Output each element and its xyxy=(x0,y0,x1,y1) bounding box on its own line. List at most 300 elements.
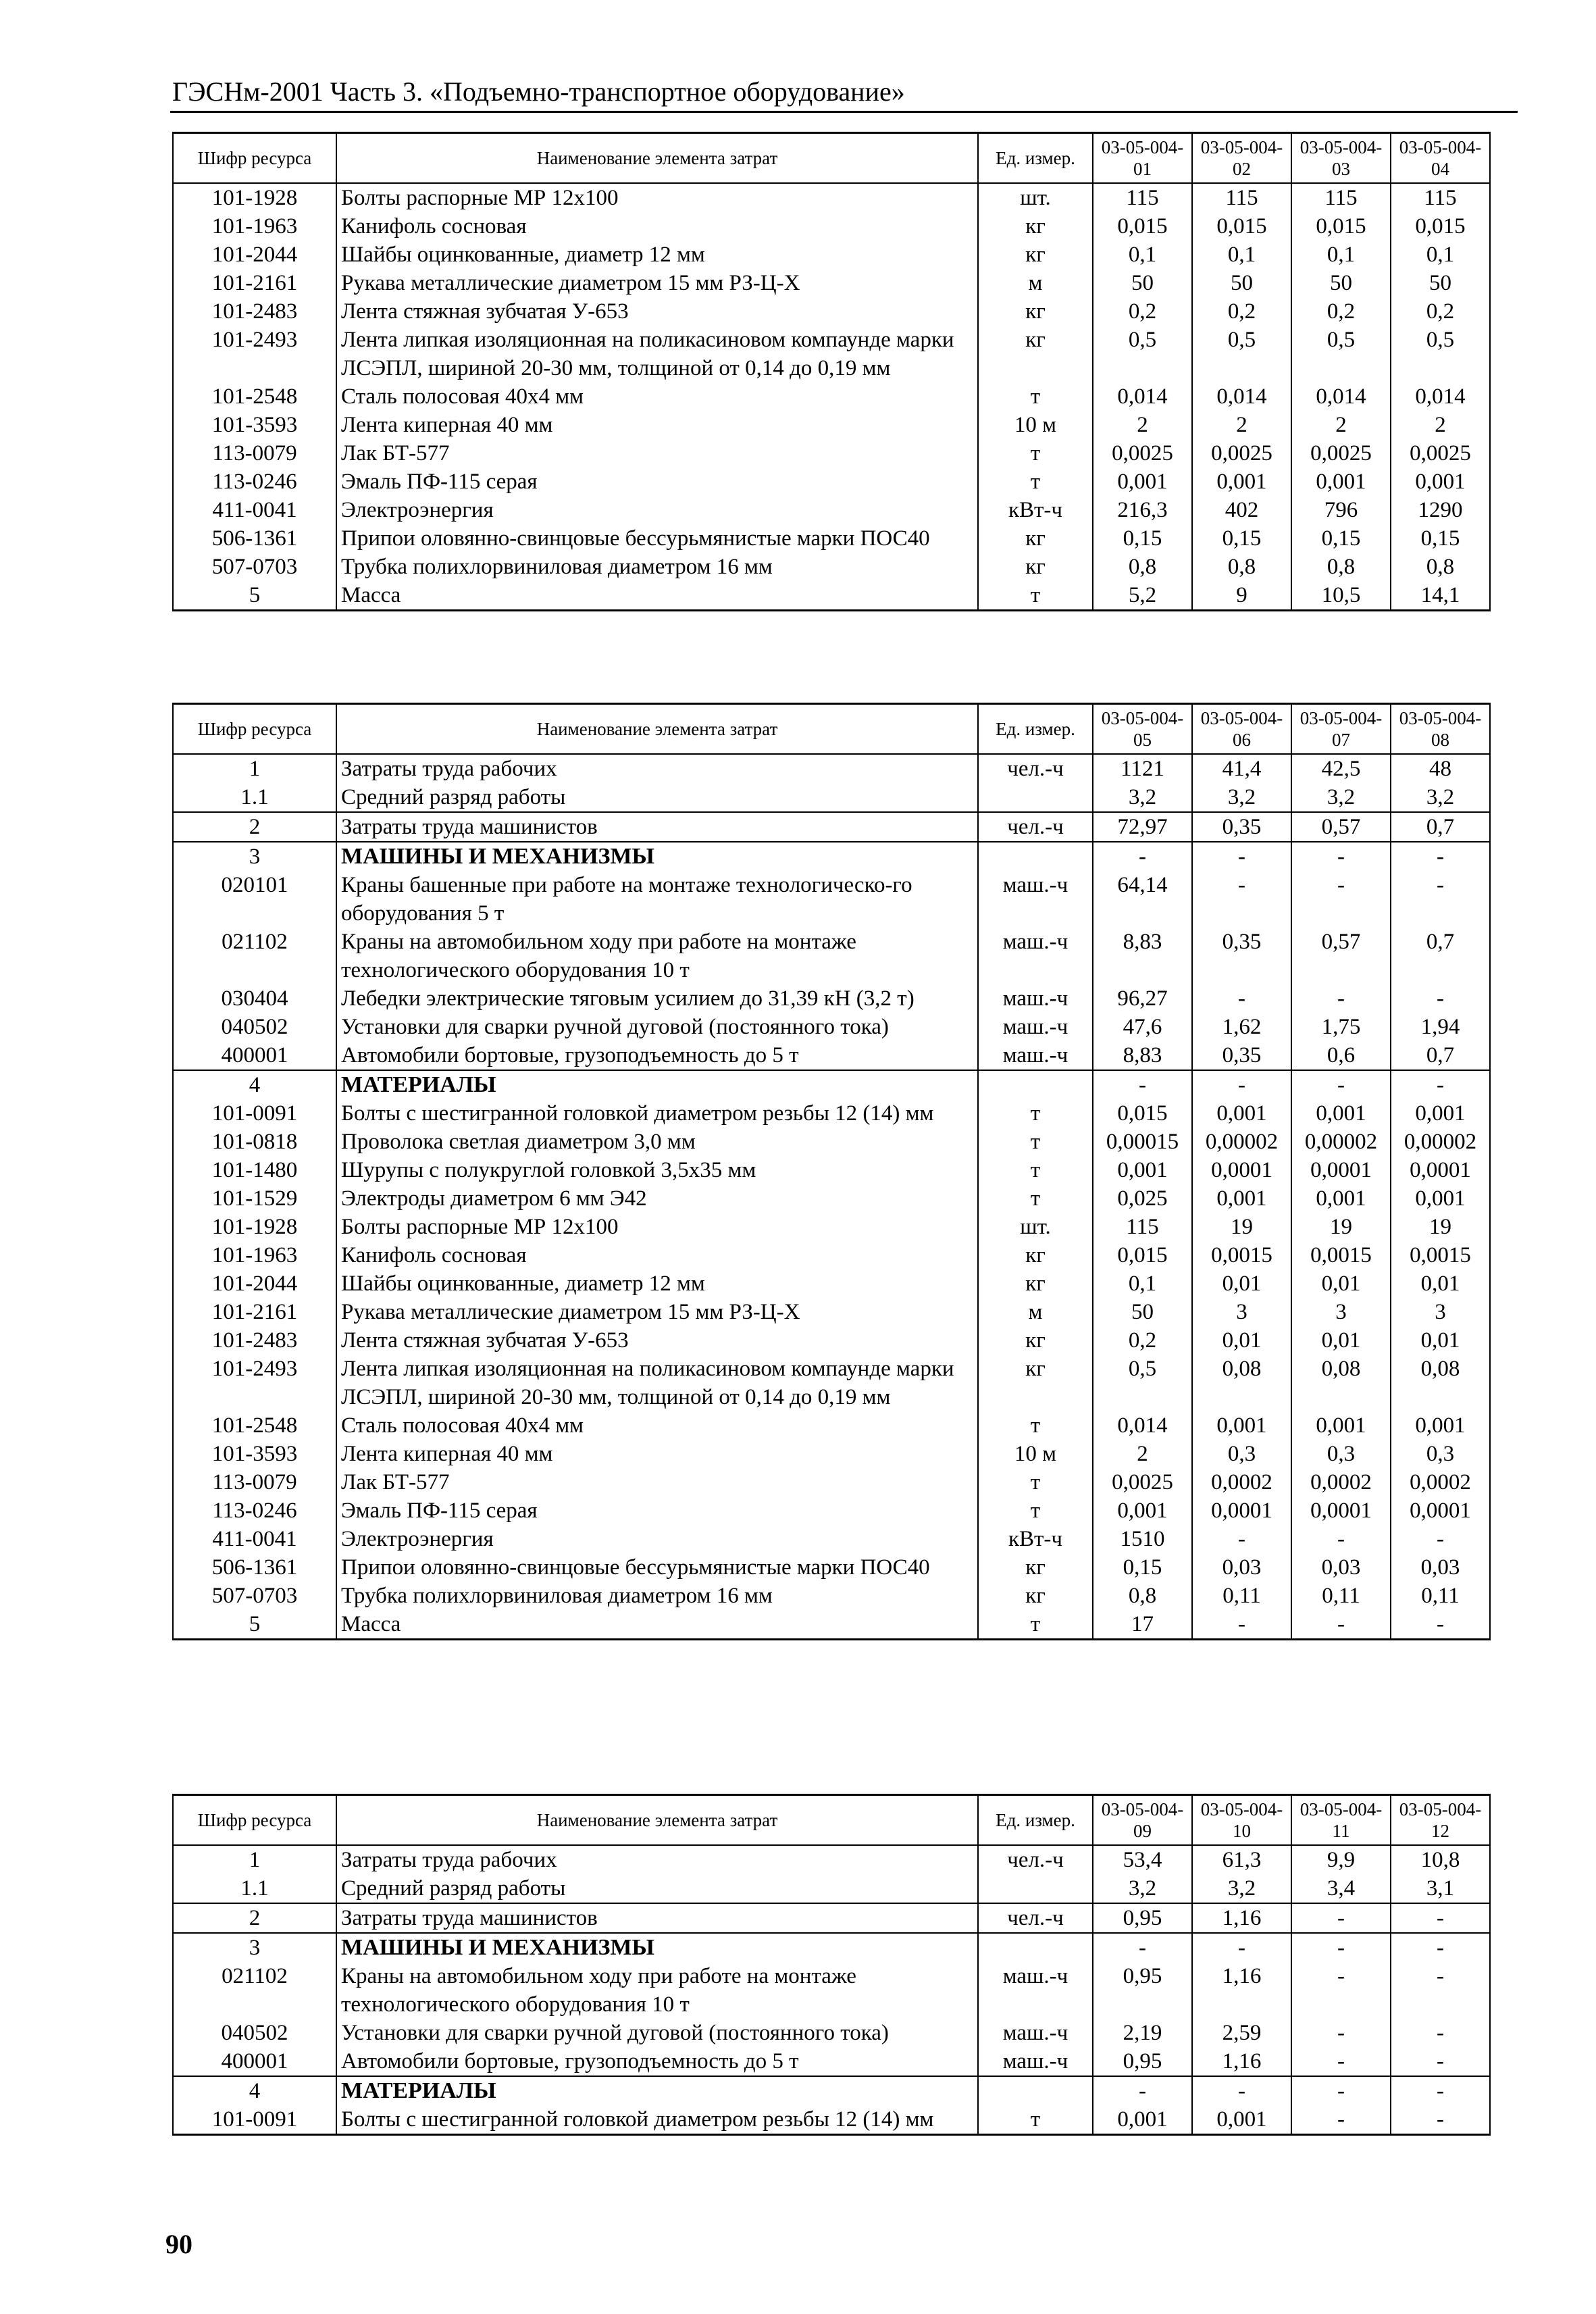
cell-unit: кВт-ч xyxy=(978,496,1093,524)
col-header-norm: 03-05-004-01 xyxy=(1093,133,1192,184)
cell-value: - xyxy=(1093,1070,1192,1099)
cell-value: 41,4 xyxy=(1192,754,1291,783)
cell-value: 0,1 xyxy=(1192,241,1291,269)
table-row xyxy=(173,1440,1490,1468)
cell-value: - xyxy=(1291,1070,1391,1099)
cell-name: Краны на автомобильном ходу при работе на монтаже технологического оборудования 10 т xyxy=(336,1962,978,2019)
table-row xyxy=(173,212,1490,241)
cell-value: 1121 xyxy=(1093,754,1192,783)
cell-value: 19 xyxy=(1192,1213,1291,1241)
cell-code: 113-0079 xyxy=(173,439,336,468)
table-row xyxy=(173,1041,1490,1070)
col-header-norm: 03-05-004-07 xyxy=(1291,704,1391,755)
cell-value: 50 xyxy=(1291,269,1391,297)
table-row xyxy=(173,183,1490,212)
cell-value: 0,014 xyxy=(1291,382,1391,411)
cell-code: 101-2044 xyxy=(173,241,336,269)
cell-code: 021102 xyxy=(173,928,336,984)
table-row xyxy=(173,1411,1490,1440)
cell-value: 216,3 xyxy=(1093,496,1192,524)
cell-value: 0,014 xyxy=(1391,382,1490,411)
cell-value: - xyxy=(1391,842,1490,871)
cell-value: 3,4 xyxy=(1291,1874,1391,1903)
cell-unit: т xyxy=(978,2105,1093,2135)
cell-code: 040502 xyxy=(173,2019,336,2047)
cell-code: 400001 xyxy=(173,2047,336,2076)
cell-value: 10,5 xyxy=(1291,581,1391,611)
table-row xyxy=(173,1013,1490,1041)
table-row xyxy=(173,382,1490,411)
cell-name: Болты распорные МР 12х100 xyxy=(336,183,978,212)
cell-value: - xyxy=(1291,1610,1391,1640)
cell-value: 0,01 xyxy=(1291,1326,1391,1355)
cell-unit: т xyxy=(978,1468,1093,1496)
cell-value: 0,015 xyxy=(1093,1241,1192,1269)
cell-code: 101-0091 xyxy=(173,2105,336,2135)
cell-value: 0,3 xyxy=(1291,1440,1391,1468)
cell-value: 0,2 xyxy=(1291,297,1391,326)
cell-value: 42,5 xyxy=(1291,754,1391,783)
cell-value: 0,00015 xyxy=(1093,1128,1192,1156)
cell-name: Припои оловянно-свинцовые бессурьмянистые марки ПОС40 xyxy=(336,524,978,553)
cell-code: 101-3593 xyxy=(173,411,336,439)
cell-value: 0,8 xyxy=(1391,553,1490,581)
cell-value: 2 xyxy=(1291,411,1391,439)
cell-value: 2 xyxy=(1093,411,1192,439)
cell-name: Болты с шестигранной головкой диаметром резьбы 12 (14) мм xyxy=(336,1099,978,1128)
cell-code: 101-1480 xyxy=(173,1156,336,1184)
table-row xyxy=(173,439,1490,468)
table-row xyxy=(173,1468,1490,1496)
cell-value: 0,001 xyxy=(1192,1411,1291,1440)
cell-name: Припои оловянно-свинцовые бессурьмянистые марки ПОС40 xyxy=(336,1553,978,1582)
cell-value: 0,57 xyxy=(1291,812,1391,842)
cell-name: МАШИНЫ И МЕХАНИЗМЫ xyxy=(336,1933,978,1962)
cell-unit: м xyxy=(978,1298,1093,1326)
cell-code: 101-2161 xyxy=(173,269,336,297)
col-header-name: Наименование элемента затрат xyxy=(336,1795,978,1846)
table-header-row xyxy=(173,1795,1490,1846)
cell-value: - xyxy=(1391,1610,1490,1640)
table-row xyxy=(173,553,1490,581)
cell-code: 101-1529 xyxy=(173,1184,336,1213)
cell-value: - xyxy=(1291,2076,1391,2105)
cell-name: Затраты труда рабочих xyxy=(336,754,978,783)
cell-value: 0,0025 xyxy=(1093,439,1192,468)
cell-value: 0,01 xyxy=(1391,1326,1490,1355)
cell-value: 0,1 xyxy=(1291,241,1391,269)
table-row xyxy=(173,871,1490,928)
table-row xyxy=(173,297,1490,326)
col-header-unit: Ед. измер. xyxy=(978,133,1093,184)
cell-code: 030404 xyxy=(173,984,336,1013)
cell-value: 1290 xyxy=(1391,496,1490,524)
cell-unit: кг xyxy=(978,1553,1093,1582)
cell-value: 61,3 xyxy=(1192,1845,1291,1874)
cell-value: 0,35 xyxy=(1192,1041,1291,1070)
table-row xyxy=(173,812,1490,842)
cell-code: 4 xyxy=(173,1070,336,1099)
table-row xyxy=(173,1525,1490,1553)
col-header-norm: 03-05-004-09 xyxy=(1093,1795,1192,1846)
cell-unit: маш.-ч xyxy=(978,1962,1093,2019)
cell-value: - xyxy=(1291,1933,1391,1962)
cell-value: 0,001 xyxy=(1391,1411,1490,1440)
cell-value: 0,014 xyxy=(1093,1411,1192,1440)
cell-value: 50 xyxy=(1093,269,1192,297)
cell-value: 50 xyxy=(1391,269,1490,297)
cell-value: - xyxy=(1391,871,1490,928)
table-row xyxy=(173,1184,1490,1213)
table-row xyxy=(173,581,1490,611)
cell-value: 0,01 xyxy=(1192,1269,1291,1298)
col-header-norm: 03-05-004-06 xyxy=(1192,704,1291,755)
cell-code: 101-2493 xyxy=(173,1355,336,1411)
col-header-code: Шифр ресурса xyxy=(173,704,336,755)
cell-value: 0,5 xyxy=(1192,326,1291,382)
cell-value: 0,08 xyxy=(1391,1355,1490,1411)
cell-unit: кг xyxy=(978,1269,1093,1298)
cell-name: Рукава металлические диаметром 15 мм РЗ-Ц-Х xyxy=(336,269,978,297)
col-header-norm: 03-05-004-12 xyxy=(1391,1795,1490,1846)
cell-name: Средний разряд работы xyxy=(336,1874,978,1903)
cell-value: 0,2 xyxy=(1093,1326,1192,1355)
table-row xyxy=(173,1241,1490,1269)
cell-value: 3,2 xyxy=(1192,1874,1291,1903)
cell-value: 0,001 xyxy=(1192,468,1291,496)
table-row xyxy=(173,842,1490,871)
table-row xyxy=(173,2019,1490,2047)
cell-unit: кг xyxy=(978,1326,1093,1355)
cell-name: Затраты труда машинистов xyxy=(336,812,978,842)
cell-value: 0,0015 xyxy=(1291,1241,1391,1269)
cell-value: 0,001 xyxy=(1291,1099,1391,1128)
cell-value: - xyxy=(1291,871,1391,928)
cell-name: Эмаль ПФ-115 серая xyxy=(336,468,978,496)
cell-code: 101-2483 xyxy=(173,297,336,326)
cell-name: Болты распорные МР 12х100 xyxy=(336,1213,978,1241)
cell-code: 113-0079 xyxy=(173,1468,336,1496)
cell-name: Установки для сварки ручной дуговой (постоянного тока) xyxy=(336,2019,978,2047)
norms-table-3 xyxy=(172,1794,1491,2136)
table-row xyxy=(173,783,1490,812)
cell-unit: чел.-ч xyxy=(978,812,1093,842)
cell-unit: 10 м xyxy=(978,1440,1093,1468)
cell-value: 0,001 xyxy=(1192,1184,1291,1213)
cell-unit xyxy=(978,1070,1093,1099)
cell-unit: т xyxy=(978,439,1093,468)
cell-value: 0,3 xyxy=(1391,1440,1490,1468)
cell-value: 50 xyxy=(1192,269,1291,297)
cell-value: 0,03 xyxy=(1192,1553,1291,1582)
cell-unit xyxy=(978,1874,1093,1903)
cell-value: - xyxy=(1192,1525,1291,1553)
cell-value: 0,015 xyxy=(1391,212,1490,241)
cell-code: 101-2493 xyxy=(173,326,336,382)
table-row xyxy=(173,1962,1490,2019)
table-row xyxy=(173,1582,1490,1610)
table-row xyxy=(173,984,1490,1013)
norms-table-1 xyxy=(172,132,1491,611)
col-header-norm: 03-05-004-10 xyxy=(1192,1795,1291,1846)
table-row xyxy=(173,1213,1490,1241)
table-row xyxy=(173,524,1490,553)
cell-value: 0,1 xyxy=(1093,1269,1192,1298)
cell-unit xyxy=(978,2076,1093,2105)
cell-value: 0,03 xyxy=(1391,1553,1490,1582)
cell-value: - xyxy=(1291,842,1391,871)
cell-value: 0,95 xyxy=(1093,1903,1192,1933)
cell-code: 101-2161 xyxy=(173,1298,336,1326)
cell-value: - xyxy=(1192,984,1291,1013)
table-row xyxy=(173,326,1490,382)
cell-unit: кг xyxy=(978,524,1093,553)
cell-name: Затраты труда рабочих xyxy=(336,1845,978,1874)
table-row xyxy=(173,269,1490,297)
cell-value: 0,014 xyxy=(1192,382,1291,411)
cell-name: Рукава металлические диаметром 15 мм РЗ-Ц-Х xyxy=(336,1298,978,1326)
cell-value: 5,2 xyxy=(1093,581,1192,611)
cell-value: 0,08 xyxy=(1291,1355,1391,1411)
cell-value: 0,5 xyxy=(1093,1355,1192,1411)
cell-value: - xyxy=(1192,842,1291,871)
cell-value: 0,15 xyxy=(1093,1553,1192,1582)
cell-name: МАШИНЫ И МЕХАНИЗМЫ xyxy=(336,842,978,871)
cell-value: 0,8 xyxy=(1291,553,1391,581)
cell-value: 0,2 xyxy=(1192,297,1291,326)
cell-value: 0,11 xyxy=(1192,1582,1291,1610)
cell-value: 796 xyxy=(1291,496,1391,524)
cell-name: Лак БТ-577 xyxy=(336,1468,978,1496)
cell-name: Электроэнергия xyxy=(336,1525,978,1553)
cell-value: 3 xyxy=(1192,1298,1291,1326)
cell-unit: т xyxy=(978,468,1093,496)
norms-table-2 xyxy=(172,703,1491,1640)
cell-value: 0,001 xyxy=(1391,468,1490,496)
cell-unit: т xyxy=(978,1156,1093,1184)
cell-code: 040502 xyxy=(173,1013,336,1041)
cell-value: - xyxy=(1192,2076,1291,2105)
cell-value: 72,97 xyxy=(1093,812,1192,842)
cell-value: - xyxy=(1391,1525,1490,1553)
cell-name: Трубка полихлорвиниловая диаметром 16 мм xyxy=(336,1582,978,1610)
cell-value: 0,15 xyxy=(1192,524,1291,553)
cell-code: 101-2548 xyxy=(173,382,336,411)
cell-value: 3 xyxy=(1291,1298,1391,1326)
cell-value: 0,00002 xyxy=(1391,1128,1490,1156)
cell-name: Автомобили бортовые, грузоподъемность до 5 т xyxy=(336,2047,978,2076)
cell-name: Трубка полихлорвиниловая диаметром 16 мм xyxy=(336,553,978,581)
cell-code: 3 xyxy=(173,842,336,871)
cell-value: 115 xyxy=(1291,183,1391,212)
table-row xyxy=(173,468,1490,496)
cell-name: Затраты труда машинистов xyxy=(336,1903,978,1933)
cell-value: 0,03 xyxy=(1291,1553,1391,1582)
cell-value: 0,6 xyxy=(1291,1041,1391,1070)
cell-value: 0,01 xyxy=(1291,1269,1391,1298)
cell-unit: маш.-ч xyxy=(978,2019,1093,2047)
cell-value: 0,0025 xyxy=(1192,439,1291,468)
cell-unit: маш.-ч xyxy=(978,871,1093,928)
cell-value: 0,00002 xyxy=(1192,1128,1291,1156)
cell-value: 0,0001 xyxy=(1391,1156,1490,1184)
table-row xyxy=(173,1610,1490,1640)
cell-value: 2,59 xyxy=(1192,2019,1291,2047)
table-row xyxy=(173,1845,1490,1874)
cell-code: 113-0246 xyxy=(173,1496,336,1525)
cell-name: Сталь полосовая 40х4 мм xyxy=(336,382,978,411)
cell-value: - xyxy=(1291,2105,1391,2135)
cell-name: Канифоль сосновая xyxy=(336,212,978,241)
cell-name: Электроэнергия xyxy=(336,496,978,524)
cell-name: Лента липкая изоляционная на поликасиновом компаунде марки ЛСЭПЛ, шириной 20-30 мм, толщиной от 0,14 до 0,19 мм xyxy=(336,326,978,382)
cell-value: 53,4 xyxy=(1093,1845,1192,1874)
cell-value: - xyxy=(1192,1933,1291,1962)
cell-value: 9,9 xyxy=(1291,1845,1391,1874)
col-header-norm: 03-05-004-05 xyxy=(1093,704,1192,755)
cell-value: 0,0001 xyxy=(1391,1496,1490,1525)
cell-value: 0,0001 xyxy=(1291,1156,1391,1184)
cell-name: Лента киперная 40 мм xyxy=(336,411,978,439)
cell-value: - xyxy=(1291,2047,1391,2076)
cell-unit: т xyxy=(978,1128,1093,1156)
cell-value: - xyxy=(1391,2105,1490,2135)
col-header-name: Наименование элемента затрат xyxy=(336,704,978,755)
cell-value: 0,015 xyxy=(1291,212,1391,241)
cell-name: Краны башенные при работе на монтаже технологическо-го оборудования 5 т xyxy=(336,871,978,928)
cell-value: 0,5 xyxy=(1291,326,1391,382)
cell-name: МАТЕРИАЛЫ xyxy=(336,1070,978,1099)
cell-value: 0,08 xyxy=(1192,1355,1291,1411)
cell-value: 0,95 xyxy=(1093,2047,1192,2076)
cell-unit: маш.-ч xyxy=(978,984,1093,1013)
page-number: 90 xyxy=(165,2229,192,2259)
cell-value: 0,0015 xyxy=(1391,1241,1490,1269)
cell-value: - xyxy=(1391,1903,1490,1933)
cell-name: Проволока светлая диаметром 3,0 мм xyxy=(336,1128,978,1156)
table-row xyxy=(173,411,1490,439)
cell-value: 50 xyxy=(1093,1298,1192,1326)
cell-value: 0,00002 xyxy=(1291,1128,1391,1156)
cell-unit: кг xyxy=(978,326,1093,382)
table-row xyxy=(173,1496,1490,1525)
cell-value: 0,15 xyxy=(1291,524,1391,553)
cell-value: 0,7 xyxy=(1391,928,1490,984)
cell-value: 0,0025 xyxy=(1391,439,1490,468)
cell-value: 10,8 xyxy=(1391,1845,1490,1874)
cell-value: 0,001 xyxy=(1391,1184,1490,1213)
cell-value: 0,11 xyxy=(1391,1582,1490,1610)
cell-value: 9 xyxy=(1192,581,1291,611)
cell-code: 411-0041 xyxy=(173,496,336,524)
cell-value: 47,6 xyxy=(1093,1013,1192,1041)
cell-value: 115 xyxy=(1093,1213,1192,1241)
cell-value: 0,001 xyxy=(1391,1099,1490,1128)
cell-value: 0,11 xyxy=(1291,1582,1391,1610)
cell-value: 0,001 xyxy=(1093,468,1192,496)
cell-value: - xyxy=(1291,1962,1391,2019)
cell-value: 0,0002 xyxy=(1391,1468,1490,1496)
cell-unit: маш.-ч xyxy=(978,2047,1093,2076)
table-row xyxy=(173,928,1490,984)
cell-code: 101-1963 xyxy=(173,1241,336,1269)
table-row xyxy=(173,2076,1490,2105)
cell-value: 0,35 xyxy=(1192,812,1291,842)
cell-value: 2,19 xyxy=(1093,2019,1192,2047)
cell-unit: т xyxy=(978,1496,1093,1525)
cell-value: 0,0001 xyxy=(1192,1496,1291,1525)
cell-value: - xyxy=(1093,1933,1192,1962)
table-row xyxy=(173,1553,1490,1582)
table-row xyxy=(173,1298,1490,1326)
col-header-unit: Ед. измер. xyxy=(978,1795,1093,1846)
cell-value: 0,001 xyxy=(1093,1156,1192,1184)
header-rule xyxy=(170,111,1518,113)
cell-value: 17 xyxy=(1093,1610,1192,1640)
cell-name: Шайбы оцинкованные, диаметр 12 мм xyxy=(336,1269,978,1298)
cell-code: 101-1928 xyxy=(173,1213,336,1241)
cell-value: 2 xyxy=(1192,411,1291,439)
col-header-norm: 03-05-004-04 xyxy=(1391,133,1490,184)
cell-value: 0,0001 xyxy=(1192,1156,1291,1184)
cell-value: 1,75 xyxy=(1291,1013,1391,1041)
cell-value: - xyxy=(1093,842,1192,871)
cell-value: 8,83 xyxy=(1093,928,1192,984)
cell-value: - xyxy=(1093,2076,1192,2105)
cell-code: 113-0246 xyxy=(173,468,336,496)
cell-value: 14,1 xyxy=(1391,581,1490,611)
table-header-row xyxy=(173,704,1490,755)
cell-value: 0,7 xyxy=(1391,1041,1490,1070)
cell-unit: чел.-ч xyxy=(978,1845,1093,1874)
cell-value: 64,14 xyxy=(1093,871,1192,928)
cell-name: Сталь полосовая 40х4 мм xyxy=(336,1411,978,1440)
cell-value: 2 xyxy=(1391,411,1490,439)
cell-value: 0,015 xyxy=(1093,212,1192,241)
page-header: ГЭСНм-2001 Часть 3. «Подъемно-транспортное оборудование» xyxy=(172,76,905,107)
cell-value: 19 xyxy=(1391,1213,1490,1241)
cell-code: 507-0703 xyxy=(173,553,336,581)
col-header-name: Наименование элемента затрат xyxy=(336,133,978,184)
cell-value: - xyxy=(1291,1525,1391,1553)
cell-code: 101-0818 xyxy=(173,1128,336,1156)
cell-value: 3,2 xyxy=(1291,783,1391,812)
cell-value: 1,16 xyxy=(1192,1962,1291,2019)
cell-name: Лак БТ-577 xyxy=(336,439,978,468)
cell-unit: кг xyxy=(978,212,1093,241)
cell-unit xyxy=(978,783,1093,812)
cell-value: 19 xyxy=(1291,1213,1391,1241)
cell-unit: т xyxy=(978,382,1093,411)
cell-name: Масса xyxy=(336,1610,978,1640)
cell-value: 3,2 xyxy=(1391,783,1490,812)
cell-value: 0,1 xyxy=(1391,241,1490,269)
cell-name: Автомобили бортовые, грузоподъемность до 5 т xyxy=(336,1041,978,1070)
cell-value: 3 xyxy=(1391,1298,1490,1326)
table-row xyxy=(173,1903,1490,1933)
col-header-code: Шифр ресурса xyxy=(173,133,336,184)
cell-value: 0,8 xyxy=(1093,1582,1192,1610)
cell-value: - xyxy=(1291,1903,1391,1933)
cell-value: 0,001 xyxy=(1192,1099,1291,1128)
cell-value: 0,0002 xyxy=(1192,1468,1291,1496)
cell-unit: чел.-ч xyxy=(978,1903,1093,1933)
cell-name: Лента киперная 40 мм xyxy=(336,1440,978,1468)
cell-unit: кг xyxy=(978,1355,1093,1411)
cell-value: - xyxy=(1391,2019,1490,2047)
table-row xyxy=(173,2105,1490,2135)
cell-unit: т xyxy=(978,1610,1093,1640)
